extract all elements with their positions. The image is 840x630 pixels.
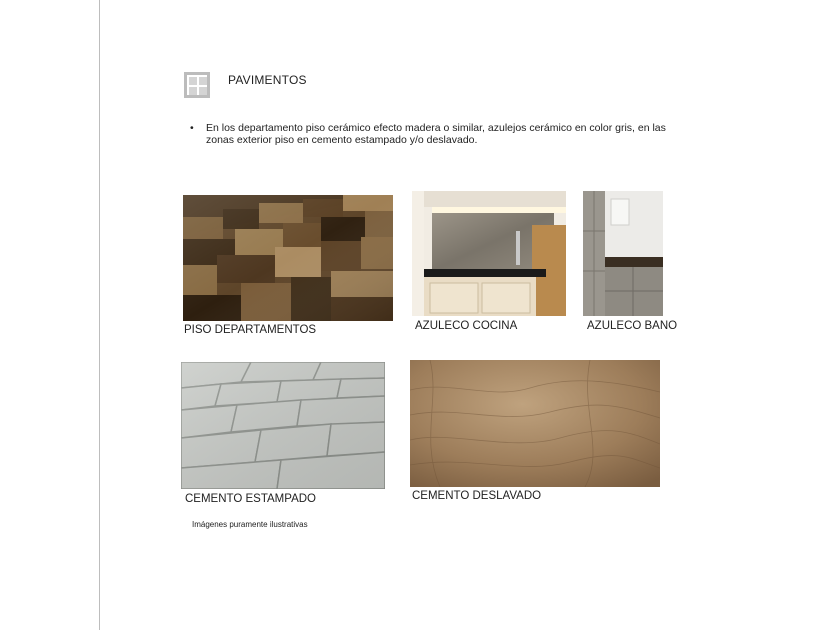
window-grid-icon — [184, 72, 210, 98]
stamped-cement-photo — [181, 362, 385, 489]
washed-cement-photo — [410, 360, 660, 487]
section-title: PAVIMENTOS — [228, 73, 307, 87]
kitchen-tile-photo — [412, 191, 566, 316]
footnote: Imágenes puramente ilustrativas — [192, 520, 308, 529]
photo-caption: PISO DEPARTAMENTOS — [184, 324, 317, 336]
wood-tile-floor-photo — [183, 195, 393, 321]
bullet-item — [190, 122, 690, 146]
bathroom-tile-photo — [583, 191, 663, 316]
page-margin-line — [99, 0, 100, 630]
photo-caption: CEMENTO DESLAVADO — [412, 490, 542, 502]
photo-caption: AZULECO COCINA — [415, 320, 518, 332]
bullet-text: En los departamento piso cerámico efecto madera o similar, azulejos cerámico en color gris, en las zonas exterior piso en cemento estampado y/o deslavado. — [206, 122, 666, 146]
bullet-marker: • — [190, 122, 194, 134]
photo-caption: AZULECO BANO — [587, 320, 678, 332]
photo-caption: CEMENTO ESTAMPADO — [185, 493, 316, 505]
